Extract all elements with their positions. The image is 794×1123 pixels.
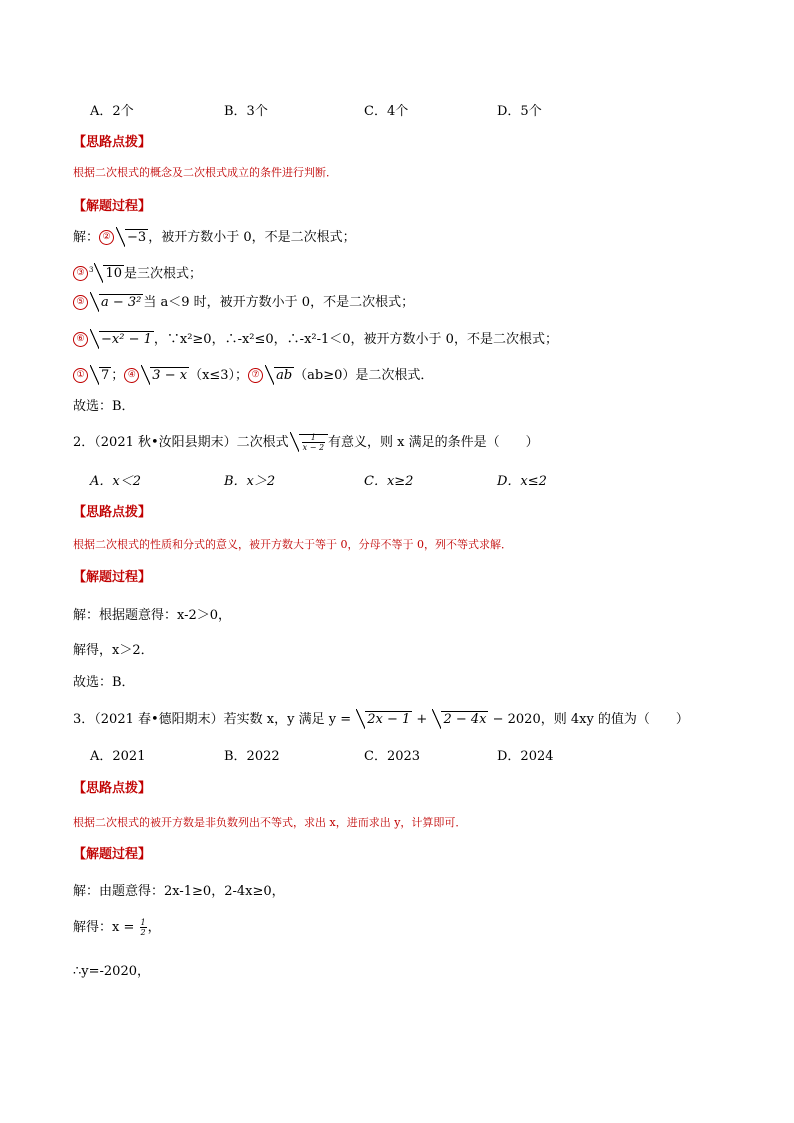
- radicand: −x² − 1: [101, 332, 152, 347]
- circled-number: ④: [124, 368, 139, 383]
- separator: ；: [111, 368, 125, 383]
- q1-process-line-2: [73, 260, 202, 284]
- q3-hint-text: 根据二次根式的被开方数是非负数列出不等式，求出 x，进而求出 y，计算即可．: [73, 816, 467, 829]
- condition-text: （x≤3）；: [189, 368, 249, 383]
- q1-option-b: B．3个: [224, 104, 268, 119]
- q3-process-tag: 【解题过程】: [73, 847, 152, 862]
- square-root: [432, 710, 488, 730]
- square-root: [141, 366, 189, 386]
- stem-text: 2．（2021 秋•汝阳县期末）二次根式: [73, 435, 289, 450]
- q2-stem: [73, 433, 539, 453]
- radicand: a − 3²: [101, 295, 142, 310]
- q1-option-d: D．5个: [497, 104, 542, 119]
- line-text: ，∵x²≥0，∴-x²≤0，∴-x²-1＜0，被开方数小于 0，不是二次根式；: [153, 332, 558, 347]
- radicand: 2 − 4x: [443, 712, 487, 727]
- square-root: [265, 366, 294, 386]
- radicand: 7: [101, 368, 110, 383]
- fraction: [140, 918, 147, 937]
- radicand: 3 − x: [152, 368, 188, 383]
- q1-process-tag: 【解题过程】: [73, 199, 152, 214]
- stem-text: 有意义，则 x 满足的条件是（ ）: [328, 435, 539, 450]
- q1-option-a: A．2个: [90, 104, 134, 119]
- q2-hint-tag: 【思路点拨】: [73, 505, 152, 520]
- numerator: 1: [140, 918, 146, 927]
- square-root: [90, 366, 111, 386]
- circled-number: ⑥: [73, 332, 88, 347]
- circled-number: ③: [73, 266, 88, 281]
- circled-number: ①: [73, 368, 88, 383]
- line-text: 当 a＜9 时，被开方数小于 0，不是二次根式；: [143, 295, 415, 310]
- q2-process-line-1: 解：根据题意得：x-2＞0，: [73, 608, 232, 623]
- root-index: 3: [89, 266, 94, 274]
- radicand: ab: [276, 368, 293, 383]
- line-text: ，被开方数小于 0，不是二次根式；: [148, 230, 356, 245]
- q2-process-line-2: 解得，x＞2．: [73, 643, 154, 658]
- q2-option-d: D．x≤2: [497, 474, 547, 489]
- q2-option-a: A．x＜2: [90, 474, 141, 489]
- q3-process-line-1: 解：由题意得：2x-1≥0，2-4x≥0，: [73, 884, 285, 899]
- radicand: 10: [105, 266, 123, 282]
- q1-process-line-1: [73, 228, 356, 248]
- circled-number: ⑦: [248, 368, 263, 383]
- q1-process-line-5: [73, 366, 433, 386]
- q2-option-b: B．x＞2: [224, 474, 276, 489]
- q1-hint-tag: 【思路点拨】: [73, 135, 152, 150]
- q3-option-b: B．2022: [224, 749, 280, 764]
- step-text: ，: [147, 920, 161, 935]
- line-text: 是三次根式；: [124, 266, 203, 282]
- q2-answer: 故选：B．: [73, 675, 135, 690]
- line-text: （ab≥0）是二次根式．: [294, 368, 434, 383]
- q2-hint-text: 根据二次根式的性质和分式的意义，被开方数大于等于 0，分母不等于 0，列不等式求解．: [73, 538, 512, 551]
- q2-option-c: C．x≥2: [364, 474, 414, 489]
- square-root: [90, 293, 143, 313]
- circled-number: ②: [99, 230, 114, 245]
- circled-number: ⑤: [73, 295, 88, 310]
- stem-text: 3．（2021 春•德阳期末）若实数 x，y 满足 y =: [73, 712, 356, 727]
- denominator: 2: [140, 928, 146, 937]
- q3-process-line-2: [73, 918, 161, 938]
- stem-text: − 2020，则 4xy 的值为（ ）: [488, 712, 689, 727]
- q3-hint-tag: 【思路点拨】: [73, 781, 152, 796]
- q2-process-tag: 【解题过程】: [73, 570, 152, 585]
- fraction: [302, 433, 325, 452]
- q3-stem: [73, 710, 689, 730]
- radicand: 2x − 1: [367, 712, 411, 727]
- square-root: [356, 710, 412, 730]
- q1-option-c: C．4个: [364, 104, 409, 119]
- q3-option-c: C．2023: [364, 749, 421, 764]
- q1-process-line-4: [73, 330, 558, 350]
- square-root: [290, 433, 328, 453]
- solution-prefix: 解：: [73, 230, 100, 245]
- q3-option-d: D．2024: [497, 749, 554, 764]
- radicand: −3: [127, 230, 147, 245]
- plus-sign: +: [412, 712, 432, 727]
- q1-hint-text: 根据二次根式的概念及二次根式成立的条件进行判断．: [73, 166, 337, 179]
- square-root: [116, 228, 148, 248]
- numerator: 1: [302, 433, 325, 443]
- step-text: 解得：x =: [73, 920, 139, 935]
- q1-process-line-3: [73, 293, 414, 313]
- square-root: [90, 330, 154, 350]
- cube-root: [94, 264, 124, 284]
- denominator: x − 2: [302, 443, 325, 452]
- q3-option-a: A．2021: [90, 749, 146, 764]
- q1-answer: 故选：B．: [73, 399, 135, 414]
- q3-process-line-3: ∴y=-2020，: [73, 964, 150, 979]
